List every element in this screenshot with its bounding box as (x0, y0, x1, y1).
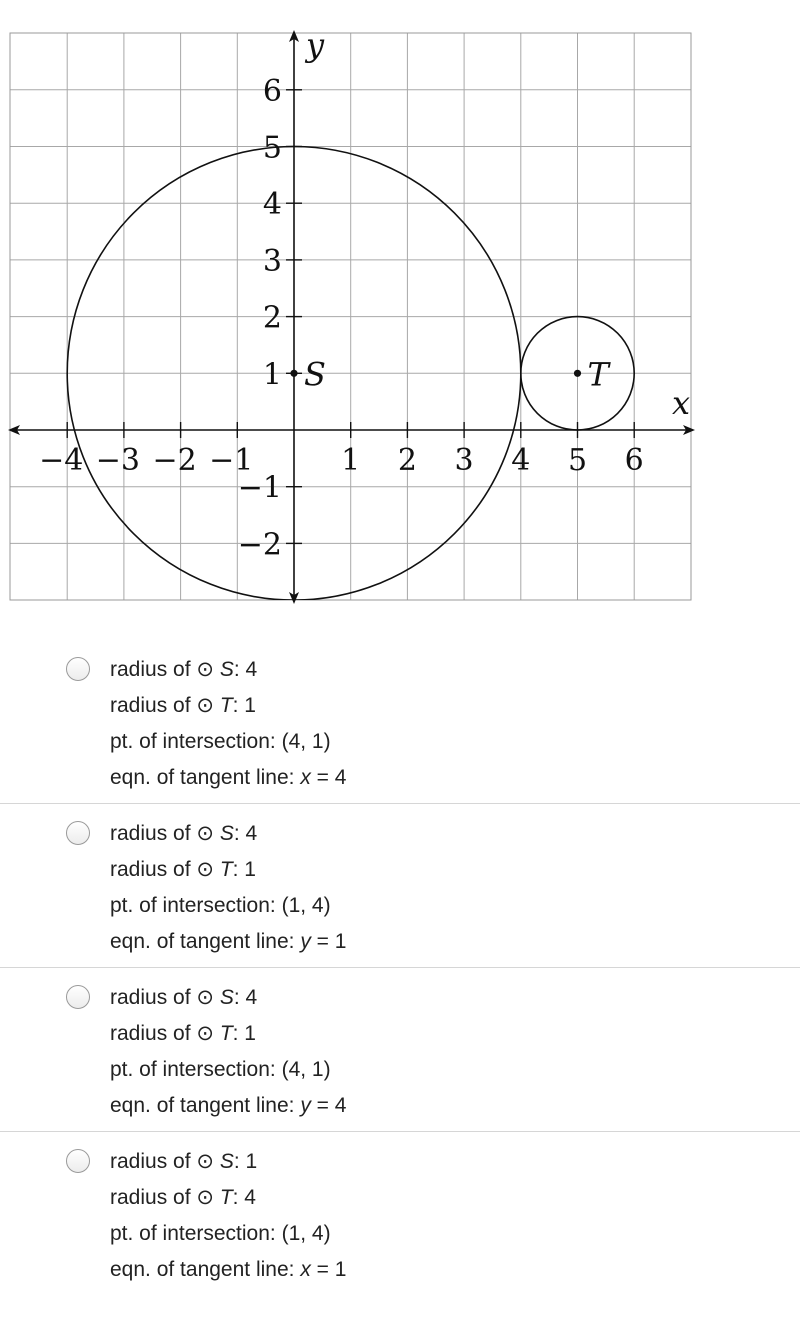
y-tick-label: 6 (262, 73, 282, 109)
intersection-line: pt. of intersection: (4, 1) (110, 730, 331, 753)
grid-lines (10, 33, 691, 600)
answer-option-2[interactable] (0, 804, 800, 968)
radius-t-line: radius of ⊙ T: 1 (110, 1022, 256, 1045)
radio-button[interactable] (66, 821, 90, 845)
intersection-line: pt. of intersection: (1, 4) (110, 894, 331, 917)
y-tick-label: 1 (262, 357, 282, 393)
answer-options (0, 640, 800, 1296)
center-label-t: T (587, 355, 609, 394)
x-tick-label: 6 (624, 443, 644, 478)
x-tick-label: 3 (454, 443, 474, 478)
radius-s-line: radius of ⊙ S: 4 (110, 986, 258, 1009)
center-point-s (290, 370, 297, 377)
y-tick-label: −2 (237, 527, 282, 563)
x-tick-label: 4 (511, 443, 531, 478)
x-tick-label: 1 (341, 443, 361, 478)
x-axis-label: x (672, 384, 691, 422)
radius-s-line: radius of ⊙ S: 4 (110, 822, 258, 845)
radio-button[interactable] (66, 985, 90, 1009)
tangent-line: eqn. of tangent line: y = 1 (110, 930, 347, 953)
y-axis-label: y (306, 26, 325, 64)
y-tick-label: −1 (237, 470, 282, 506)
tick-labels (39, 26, 690, 562)
x-tick-label: 2 (397, 443, 417, 478)
y-tick-label: 5 (262, 130, 282, 166)
center-points (290, 355, 611, 393)
answer-option-1[interactable] (0, 640, 800, 804)
radio-button[interactable] (66, 1149, 90, 1173)
answer-option-3[interactable] (0, 968, 800, 1132)
intersection-line: pt. of intersection: (1, 4) (110, 1222, 331, 1245)
x-tick-label: −3 (95, 443, 141, 478)
intersection-line: pt. of intersection: (4, 1) (110, 1058, 331, 1081)
answer-option-4[interactable] (0, 1132, 800, 1296)
radius-t-line: radius of ⊙ T: 4 (110, 1186, 256, 1209)
y-tick-label: 2 (262, 300, 282, 336)
x-tick-label: −4 (39, 443, 84, 478)
radius-t-line: radius of ⊙ T: 1 (110, 694, 256, 717)
radius-s-line: radius of ⊙ S: 4 (110, 658, 258, 681)
radius-t-line: radius of ⊙ T: 1 (110, 858, 256, 881)
tangent-line: eqn. of tangent line: x = 4 (110, 766, 347, 789)
coordinate-graph (0, 0, 800, 620)
tangent-line: eqn. of tangent line: x = 1 (110, 1258, 347, 1281)
tangent-line: eqn. of tangent line: y = 4 (110, 1094, 347, 1117)
radio-button[interactable] (66, 657, 90, 681)
x-tick-label: 5 (567, 443, 588, 478)
center-label-s: S (304, 355, 326, 394)
x-tick-label: −2 (152, 443, 197, 478)
center-point-t (574, 370, 581, 377)
y-tick-label: 4 (262, 187, 282, 223)
y-tick-label: 3 (262, 243, 282, 279)
x-tick-label: −1 (209, 443, 254, 478)
radius-s-line: radius of ⊙ S: 1 (110, 1150, 258, 1173)
